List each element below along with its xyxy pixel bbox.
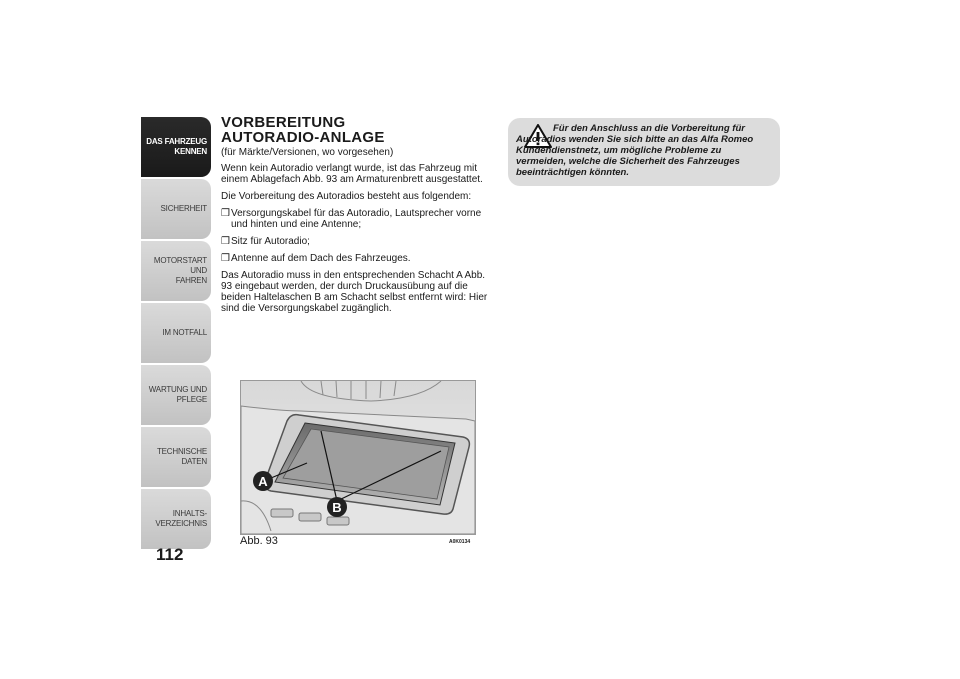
paragraph-list-intro: Die Vorbereitung des Autoradios besteht aus folgendem: bbox=[221, 191, 472, 202]
figure-code: A0K0134 bbox=[449, 539, 471, 545]
chapter-tabs bbox=[141, 117, 211, 551]
paragraph-installation: Das Autoradio muss in den entsprechenden Schacht A Abb. 93 eingebaut werden, der durch Druckausübung auf die beiden Haltelaschen B am Schacht selbst entfernt wird: Hier sind die Versorgungskabel zugänglich. bbox=[221, 270, 488, 314]
radio-slot-illustration bbox=[241, 381, 475, 534]
list-item bbox=[221, 253, 493, 264]
checkbox-bullet-icon: ❒ bbox=[221, 208, 230, 219]
section-title-line1: VORBEREITUNG bbox=[221, 114, 346, 131]
tab-label: WARTUNG UND PFLEGE bbox=[148, 385, 207, 404]
tab-im-notfall[interactable] bbox=[141, 303, 211, 363]
figure-radio-slot bbox=[240, 380, 476, 535]
list-item bbox=[221, 236, 493, 247]
tab-label: MOTORSTART UND FAHREN bbox=[153, 256, 207, 285]
tab-label: SICHERHEIT bbox=[160, 204, 207, 213]
tab-wartung-und-pflege[interactable] bbox=[141, 365, 211, 425]
section-subtitle: (für Märkte/Versionen, wo vorgesehen) bbox=[221, 147, 394, 158]
list-item-text: Antenne auf dem Dach des Fahrzeuges. bbox=[231, 253, 411, 264]
section-title-line2: AUTORADIO-ANLAGE bbox=[221, 129, 385, 146]
main-content bbox=[221, 115, 493, 320]
checkbox-bullet-icon: ❒ bbox=[221, 253, 230, 264]
section-title bbox=[221, 115, 493, 145]
tab-label: TECHNISCHE DATEN bbox=[156, 447, 207, 466]
tab-technische-daten[interactable] bbox=[141, 427, 211, 487]
tab-motorstart-und-fahren[interactable] bbox=[141, 241, 211, 301]
tab-label: DAS FAHRZEUG KENNEN bbox=[146, 137, 207, 156]
callout-a: A bbox=[258, 474, 268, 489]
list-item bbox=[221, 208, 493, 230]
tab-das-fahrzeug-kennen[interactable] bbox=[141, 117, 211, 177]
warning-box bbox=[508, 118, 780, 186]
tab-label: IM NOTFALL bbox=[162, 328, 207, 337]
tab-inhaltsverzeichnis[interactable] bbox=[141, 489, 211, 549]
page-number: 112 bbox=[156, 545, 184, 564]
list-item-text: Sitz für Autoradio; bbox=[231, 236, 310, 247]
warning-text: Für den Anschluss an die Vorbereitung für Autoradios wenden Sie sich bitte an das Alfa Romeo Kundendienstnetz, um mögliche Probleme zu vermeiden, welche die Sicherheit des Fahrzeuges beeinträchtigen könnten. bbox=[516, 123, 754, 178]
figure-caption: Abb. 93 bbox=[240, 535, 278, 547]
paragraph-intro: Wenn kein Autoradio verlangt wurde, ist das Fahrzeug mit einem Ablagefach Abb. 93 am Armaturenbrett ausgestattet. bbox=[221, 163, 483, 185]
list-item-text: Versorgungskabel für das Autoradio, Lautsprecher vorne und hinten und eine Antenne; bbox=[231, 208, 482, 230]
tab-sicherheit[interactable] bbox=[141, 179, 211, 239]
checkbox-bullet-icon: ❒ bbox=[221, 236, 230, 247]
callout-b: B bbox=[332, 500, 342, 515]
tab-label: INHALTS- VERZEICHNIS bbox=[155, 509, 207, 528]
